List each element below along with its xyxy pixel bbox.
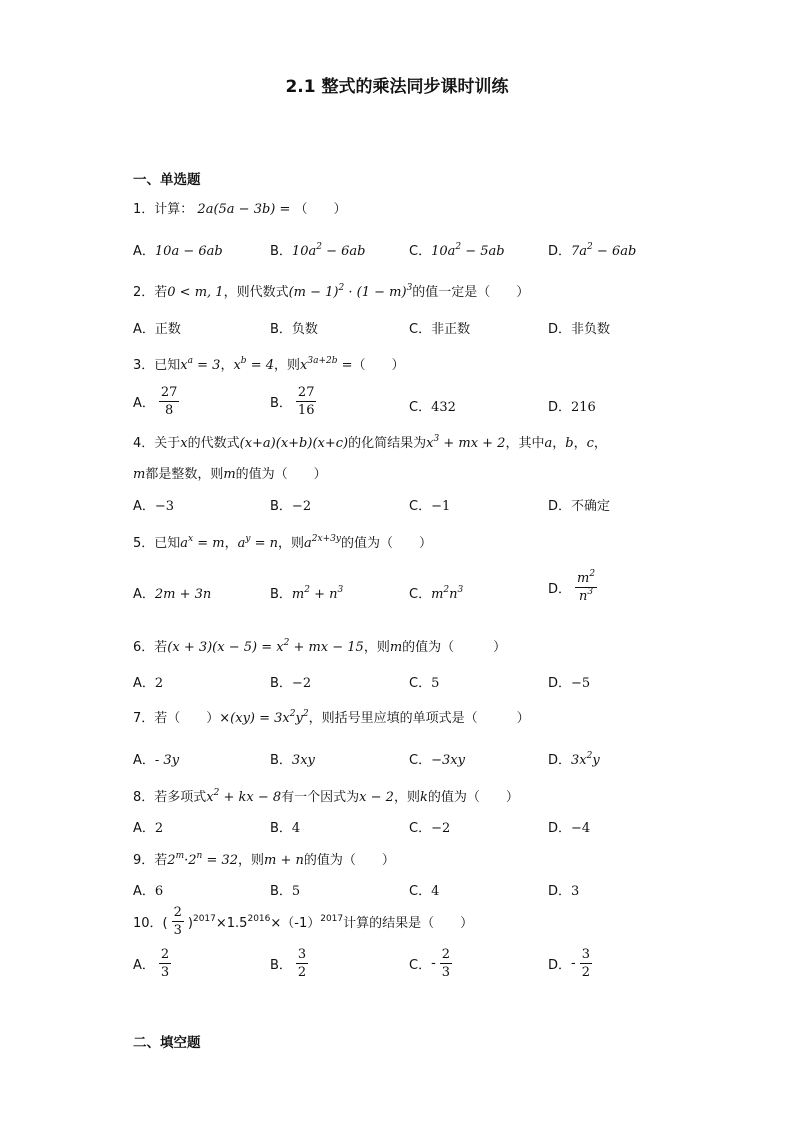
fraction-denominator: 2 (297, 965, 307, 980)
question-5-text-end: 的值为（ ） (340, 536, 432, 551)
option-c-sign: - (431, 956, 436, 971)
question-3-base-1: x (180, 358, 188, 373)
option-d-label: D． (548, 958, 572, 973)
question-3-value-1: = 3 (193, 358, 221, 373)
option-b-fraction (296, 946, 308, 981)
fraction-numerator: 2 (441, 947, 451, 962)
option-d-text: −4 (571, 821, 591, 836)
question-4-expression: (x+a)(x+b)(x+c) (239, 436, 349, 451)
question-10-exponent-1: 2017 (192, 914, 216, 924)
question-6-option-c[interactable] (409, 672, 439, 691)
question-5-base-2: a (237, 536, 246, 551)
option-d-text: 不确定 (571, 499, 611, 514)
question-10-exponent-2: 2016 (247, 914, 271, 924)
numerator-exponent: 2 (589, 569, 596, 579)
question-6-expression-rest: + mx − 15 (289, 640, 364, 655)
question-3-separator: ， (220, 358, 234, 373)
question-9-number: 9．若 (133, 853, 168, 868)
question-5-value-2: = n (250, 536, 279, 551)
question-9-stem (133, 849, 395, 868)
fraction-numerator: 2 (173, 905, 182, 920)
question-5-exp-3: 2x+3y (311, 534, 341, 544)
question-9-text-end: 的值为（ ） (303, 853, 395, 868)
question-2-option-c[interactable] (409, 318, 470, 337)
question-5-option-b[interactable] (270, 583, 343, 602)
option-b-term-n: + n (309, 587, 338, 602)
question-4-option-b[interactable] (270, 495, 311, 514)
option-d-text-rest: y (592, 753, 600, 768)
option-a-label: A． (133, 884, 155, 899)
section-heading-fill-in: 二、填空题 (133, 1035, 201, 1051)
question-5-option-a[interactable] (133, 583, 211, 602)
question-7-option-d[interactable] (548, 749, 600, 768)
page-title: 2.1 整式的乘法同步课时训练 (285, 77, 509, 97)
option-c-label: C． (409, 821, 432, 836)
question-1-option-a[interactable] (133, 240, 223, 259)
option-d-label: D． (548, 400, 572, 415)
option-c-exp-m: 2 (443, 585, 450, 595)
question-2-exponent-2: 3 (406, 283, 413, 293)
question-10-option-b[interactable] (270, 946, 312, 981)
question-5-option-d[interactable] (548, 570, 601, 605)
option-d-label: D． (548, 244, 572, 259)
option-d-label: D． (548, 582, 572, 597)
option-d-fraction (575, 570, 597, 605)
question-6-text: ，则 (363, 640, 390, 655)
question-4-text-4: 都是整数，则 (145, 467, 224, 482)
question-8-text-end: 的值为（ ） (427, 790, 519, 805)
option-b-label: B． (270, 587, 292, 602)
question-6-exponent: 2 (283, 638, 290, 648)
question-3-text: ，则 (274, 358, 301, 373)
option-b-text: −2 (291, 676, 312, 691)
option-c-text: 非正数 (431, 322, 471, 337)
option-a-text: 10a − 6ab (154, 244, 223, 259)
option-b-label: B． (270, 821, 292, 836)
option-b-text: −2 (291, 499, 312, 514)
question-4-option-d[interactable] (548, 495, 610, 514)
question-2-number: 2．若 (133, 285, 168, 300)
option-d-text: −5 (571, 676, 591, 691)
question-8-polynomial-rest: + kx − 8 (219, 790, 282, 805)
question-5-base-3: a (304, 536, 312, 551)
question-10-number: 10．( (133, 916, 168, 931)
option-b-text: 4 (291, 821, 301, 836)
fraction-denominator: 2 (581, 965, 590, 980)
question-9-option-b[interactable] (270, 880, 300, 899)
question-4-var-m: m (223, 467, 236, 482)
option-b-exp-n: 3 (337, 585, 344, 595)
question-6-text-end: 的值为（ ） (402, 640, 507, 655)
question-3-value-2: = 4 (246, 358, 274, 373)
option-d-label: D． (548, 676, 572, 691)
question-4-result-exp: 3 (433, 434, 440, 444)
question-6-option-a[interactable] (133, 672, 163, 691)
fraction-numerator: 3 (581, 947, 590, 962)
question-7-number: 7．若（ ）× (133, 711, 231, 726)
option-b-label: B． (270, 958, 292, 973)
option-a-text: 2 (154, 821, 164, 836)
option-c-label: C． (409, 676, 432, 691)
option-d-label: D． (548, 884, 572, 899)
question-8-option-c[interactable] (409, 817, 450, 836)
option-b-label: B． (270, 322, 292, 337)
question-10-exponent-3: 2017 (320, 914, 344, 924)
question-4-variable: x (180, 436, 188, 451)
question-2-condition: 0 < m, 1 (167, 285, 224, 300)
option-c-text: 432 (431, 400, 456, 415)
question-1-number: 1．计算： (133, 202, 194, 217)
question-4-text: 的代数式 (187, 436, 240, 451)
question-8-option-a[interactable] (133, 817, 163, 836)
question-3-equals: = (337, 358, 353, 373)
question-2-exponent-1: 2 (338, 283, 345, 293)
option-c-exponent: 2 (455, 242, 462, 252)
question-4-option-a[interactable] (133, 495, 174, 514)
fraction-denominator: 8 (165, 403, 174, 418)
question-8-stem (133, 786, 519, 805)
option-a-label: A． (133, 958, 155, 973)
question-5-exp-1: x (188, 534, 194, 544)
question-10-option-d[interactable] (548, 946, 596, 981)
option-a-label: A． (133, 587, 155, 602)
question-8-text-2: ，则 (393, 790, 420, 805)
question-8-polynomial: x (206, 790, 214, 805)
question-4-comma: ， (593, 436, 607, 451)
option-c-label: C． (409, 587, 432, 602)
option-d-exponent: 2 (586, 751, 593, 761)
question-5-number: 5．已知 (133, 536, 181, 551)
question-7-exponent-1: 2 (289, 709, 296, 719)
option-a-fraction (159, 946, 171, 981)
option-b-text: 10a (291, 244, 317, 259)
question-4-var-a: a (544, 436, 553, 451)
question-3-base-3: x (300, 358, 308, 373)
option-c-text: −3xy (431, 753, 465, 768)
question-5-option-c[interactable] (409, 583, 463, 602)
question-3-answer-blank: （ ） (352, 358, 405, 373)
option-c-text: −1 (431, 499, 451, 514)
question-2-option-d[interactable] (548, 318, 610, 337)
question-3-option-c[interactable] (409, 396, 456, 415)
question-5-separator: ， (224, 536, 238, 551)
option-c-label: C． (409, 322, 432, 337)
fraction-numerator: 27 (297, 385, 315, 400)
denominator-exponent: 3 (587, 587, 594, 597)
option-a-label: A． (133, 322, 155, 337)
question-8-option-b[interactable] (270, 817, 300, 836)
question-4-result-rest: + mx + 2 (439, 436, 506, 451)
question-9-sum: m + n (264, 853, 304, 868)
question-1-stem (133, 198, 347, 217)
option-c-label: C． (409, 400, 432, 415)
option-c-label: C． (409, 753, 432, 768)
question-4-var-b: b (565, 436, 574, 451)
option-a-text: 2m + 3n (154, 587, 212, 602)
fraction-numerator: 3 (297, 947, 307, 962)
question-9-base-1: 2 (167, 853, 176, 868)
question-9-option-a[interactable] (133, 880, 163, 899)
question-10-stem (133, 904, 473, 939)
question-7-exponent-2: 2 (302, 709, 309, 719)
option-b-exponent: 2 (316, 242, 322, 252)
fraction-numerator: m (577, 571, 590, 586)
question-9-dot: · (184, 853, 189, 868)
fraction-denominator: 3 (173, 923, 182, 938)
question-7-option-b[interactable] (270, 749, 315, 768)
question-4-var-m: m (133, 467, 146, 482)
option-c-text: −2 (431, 821, 451, 836)
option-b-exp-m: 2 (304, 585, 310, 595)
question-2-stem (133, 281, 529, 300)
option-a-label: A． (133, 396, 155, 411)
question-9-option-d[interactable] (548, 880, 579, 899)
question-2-factor-2: (1 − m) (356, 285, 407, 300)
fraction-denominator: 3 (441, 965, 451, 980)
question-2-option-a[interactable] (133, 318, 181, 337)
option-a-label: A． (133, 499, 155, 514)
question-10-term-2: ×1.5 (215, 916, 248, 931)
option-d-text: 3x (571, 753, 587, 768)
section-heading-single-choice: 一、单选题 (133, 172, 201, 188)
option-d-label: D． (548, 821, 572, 836)
option-a-fraction (159, 384, 180, 419)
question-10-text: 计算的结果是（ ） (343, 916, 474, 931)
option-b-label: B． (270, 499, 292, 514)
question-7-text: ，则括号里应填的单项式是（ ） (308, 711, 530, 726)
question-1-option-d[interactable] (548, 240, 636, 259)
option-d-exponent: 2 (587, 242, 593, 252)
question-10-term-3: ×（-1） (270, 916, 321, 931)
option-b-label: B． (270, 753, 292, 768)
question-5-exp-2: y (245, 534, 251, 544)
question-7-expression: (xy) = 3x (230, 711, 290, 726)
question-9-text: ，则 (238, 853, 265, 868)
option-b-label: B． (270, 676, 292, 691)
option-b-text: 负数 (291, 322, 318, 337)
fraction-denominator: n (578, 589, 588, 604)
option-b-text: 5 (291, 884, 301, 899)
question-2-dot: · (348, 285, 353, 300)
question-7-option-a[interactable] (133, 749, 179, 768)
question-6-option-d[interactable] (548, 672, 590, 691)
question-10-option-c[interactable] (409, 946, 456, 981)
fraction-denominator: 16 (297, 403, 315, 418)
question-4-var-c: c (586, 436, 594, 451)
option-a-text: 6 (154, 884, 164, 899)
question-4-text-3: ，其中 (505, 436, 545, 451)
question-3-option-b[interactable] (270, 384, 320, 419)
question-2-option-b[interactable] (270, 318, 318, 337)
option-c-exp-n: 3 (457, 585, 464, 595)
question-4-comma: ， (552, 436, 566, 451)
question-7-option-c[interactable] (409, 749, 465, 768)
question-6-number: 6．若 (133, 640, 168, 655)
option-c-text: 4 (431, 884, 440, 899)
option-d-text-rest: − 6ab (592, 244, 637, 259)
option-c-fraction (440, 946, 452, 981)
question-4-stem-line-1 (133, 432, 607, 451)
question-5-text: ，则 (278, 536, 305, 551)
question-3-number: 3．已知 (133, 358, 181, 373)
fraction-numerator: 27 (160, 385, 178, 400)
question-6-stem (133, 636, 506, 655)
question-3-base-2: x (233, 358, 241, 373)
question-8-text: 有一个因式为 (281, 790, 360, 805)
question-8-var-k: k (419, 790, 428, 805)
question-4-text-5: 的值为（ ） (235, 467, 327, 482)
question-3-stem (133, 354, 405, 373)
option-c-text: 5 (431, 676, 440, 691)
question-3-option-a[interactable] (133, 384, 183, 419)
option-c-label: C． (409, 958, 432, 973)
question-2-text: ，则代数式 (223, 285, 289, 300)
question-3-exp-2: b (240, 356, 247, 366)
question-5-value-1: = m (193, 536, 225, 551)
question-2-factor-1: (m − 1) (288, 285, 339, 300)
question-9-option-c[interactable] (409, 880, 439, 899)
option-a-text: 2 (154, 676, 164, 691)
question-5-stem (133, 532, 432, 551)
option-d-sign: - (571, 956, 576, 971)
question-8-factor: x − 2 (359, 790, 394, 805)
option-d-label: D． (548, 753, 572, 768)
option-a-label: A． (133, 753, 155, 768)
option-b-fraction (296, 384, 317, 419)
option-a-label: A． (133, 244, 155, 259)
question-4-stem-line-2 (133, 463, 327, 482)
question-10-fraction (172, 904, 184, 939)
question-7-stem (133, 707, 530, 726)
question-9-exp-1: m (175, 851, 185, 861)
question-9-base-2: 2 (188, 853, 197, 868)
option-d-text: 3 (571, 884, 580, 899)
question-6-var-m: m (389, 640, 403, 655)
question-1-option-b[interactable] (270, 240, 365, 259)
question-4-option-c[interactable] (409, 495, 450, 514)
question-8-exponent: 2 (213, 788, 220, 798)
option-b-label: B． (270, 244, 292, 259)
question-8-number: 8．若多项式 (133, 790, 207, 805)
option-d-text: 7a (571, 244, 588, 259)
question-1-expression: 2a(5a − 3b) = (197, 202, 291, 217)
option-c-text-rest: − 5ab (461, 244, 505, 259)
question-8-option-d[interactable] (548, 817, 590, 836)
question-10-paren: ) (187, 916, 193, 931)
option-a-label: A． (133, 821, 155, 836)
option-c-label: C． (409, 499, 432, 514)
option-a-label: A． (133, 676, 155, 691)
question-3-exp-1: a (187, 356, 193, 366)
option-c-term-n: n (449, 587, 458, 602)
question-6-option-b[interactable] (270, 672, 311, 691)
option-b-term-m: m (291, 587, 305, 602)
option-b-text-rest: − 6ab (321, 244, 366, 259)
question-10-option-a[interactable] (133, 946, 175, 981)
option-c-label: C． (409, 884, 432, 899)
question-2-text-end: 的值一定是（ ） (412, 285, 530, 300)
option-d-text: 216 (571, 400, 596, 415)
question-3-exp-3: 3a+2b (307, 356, 338, 366)
question-5-base-1: a (180, 536, 189, 551)
option-d-text: 非负数 (571, 322, 611, 337)
option-d-fraction (580, 946, 592, 981)
question-9-exp-2: n (196, 851, 203, 861)
fraction-denominator: 3 (160, 965, 170, 980)
option-b-label: B． (270, 884, 292, 899)
option-a-text: 正数 (154, 322, 181, 337)
question-1-answer-blank: （ ） (294, 202, 347, 217)
option-c-label: C． (409, 244, 432, 259)
question-4-number: 4．关于 (133, 436, 181, 451)
option-a-text: - 3y (154, 753, 180, 768)
option-a-text: −3 (154, 499, 175, 514)
option-c-term-m: m (431, 587, 444, 602)
option-b-label: B． (270, 396, 292, 411)
question-4-text-2: 的化简结果为 (348, 436, 427, 451)
question-1-option-c[interactable] (409, 240, 505, 259)
question-9-value: = 32 (202, 853, 239, 868)
option-d-label: D． (548, 322, 572, 337)
option-d-label: D． (548, 499, 572, 514)
question-3-option-d[interactable] (548, 396, 596, 415)
question-4-result: x (426, 436, 434, 451)
fraction-numerator: 2 (160, 947, 170, 962)
question-6-expression: (x + 3)(x − 5) = x (167, 640, 284, 655)
question-4-comma: ， (573, 436, 587, 451)
question-7-var-y: y (295, 711, 303, 726)
option-b-text: 3xy (291, 753, 315, 768)
option-c-text: 10a (431, 244, 456, 259)
